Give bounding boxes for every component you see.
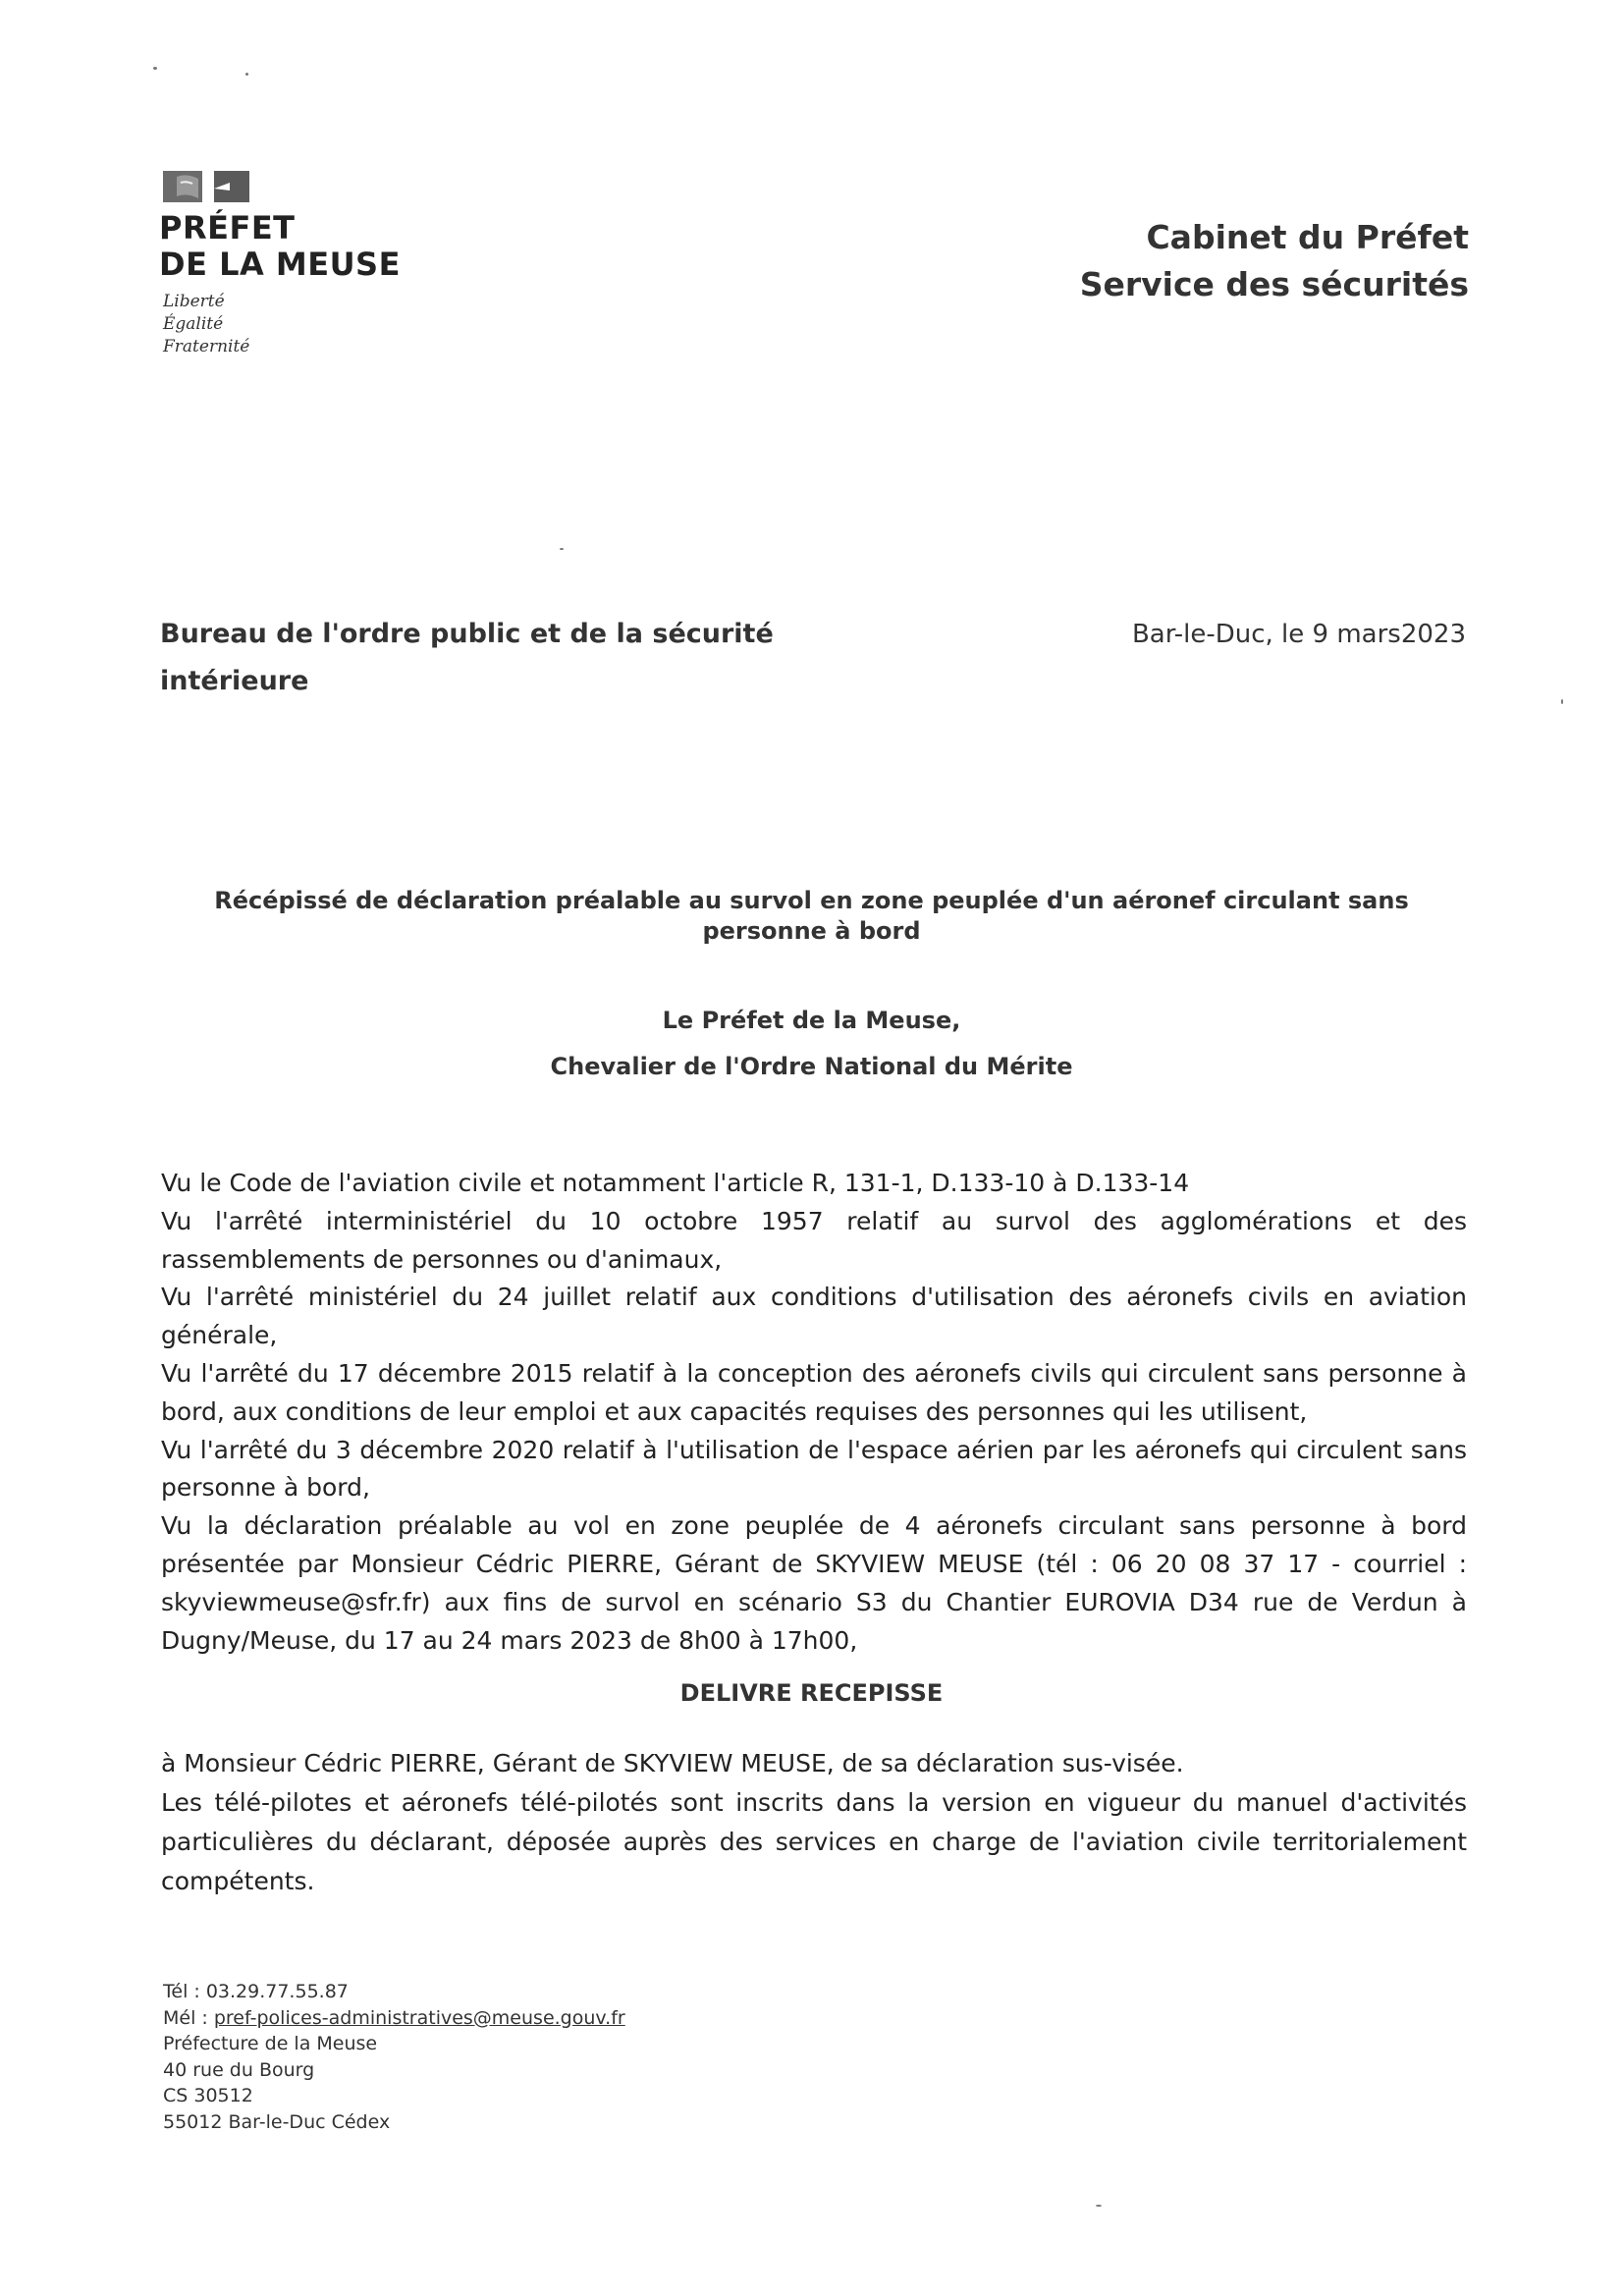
marianne-logo-icon — [163, 169, 256, 204]
considerant-1: Vu le Code de l'aviation civile et notamment l'article R, 131-1, D.133-10 à D.133-14 — [161, 1169, 1190, 1197]
document-title: Récépissé de déclaration préalable au survol en zone peuplée d'un aéronef circulant sans personne à bord — [214, 887, 1409, 945]
considerant-5: Vu l'arrêté du 3 décembre 2020 relatif à l'utilisation de l'espace aérien par les aéronefs qui circulent sans personne à bord, — [161, 1435, 1467, 1503]
bureau-heading — [160, 611, 847, 705]
motto-fraternite: Fraternité — [163, 337, 250, 356]
footer-street: 40 rue du Bourg — [163, 2058, 315, 2081]
footer-tel: Tél : 03.29.77.55.87 — [163, 1981, 349, 2002]
scan-speck — [1096, 2205, 1102, 2207]
decision — [161, 1744, 1467, 1901]
prefecture-name — [159, 210, 401, 283]
considerant-6: Vu la déclaration préalable au vol en zone peuplée de 4 aéronefs circulant sans personne à bord présentée par Monsieur Cédric PIERRE, Gérant de SKYVIEW MEUSE (tél : 06 20 08 37 17 - courriel : skyviewmeuse@sfr.fr) aux fins de survol en scénario S3 du Chantier EUROVIA D34 rue de Verdun à Dugny/Meuse, du 17 au 24 mars 2023 de 8h00 à 17h00, — [161, 1511, 1467, 1655]
delivre-heading: DELIVRE RECEPISSE — [679, 1679, 944, 1707]
document-date: Bar-le-Duc, le 9 mars2023 — [1131, 620, 1466, 649]
footer-org: Préfecture de la Meuse — [163, 2033, 378, 2054]
authority-line1: PRÉFET — [159, 209, 296, 246]
motto-liberte: Liberté — [163, 292, 225, 311]
service-line1: Cabinet du Préfet — [1146, 218, 1469, 256]
contact-footer — [163, 1979, 625, 2135]
scan-speck — [1561, 699, 1563, 704]
motto-egalite: Égalité — [163, 314, 224, 334]
footer-city: 55012 Bar-le-Duc Cédex — [163, 2110, 391, 2133]
considerants — [161, 1165, 1467, 1660]
footer-email-link[interactable]: pref-polices-administratives@meuse.gouv.fr — [213, 2006, 625, 2029]
considerant-2: Vu l'arrêté interministériel du 10 octobre 1957 relatif au survol des agglomérations et des rassemblements de personnes ou d'animaux, — [161, 1206, 1467, 1274]
considerant-3: Vu l'arrêté ministériel du 24 juillet relatif aux conditions d'utilisation des aéronefs civils en aviation générale, — [161, 1283, 1467, 1350]
bureau-line2: intérieure — [160, 666, 309, 696]
decision-line-2: Les télé-pilotes et aéronefs télé-pilotés sont inscrits dans la version en vigueur du manuel d'activités particulières du déclarant, déposée auprès des services en charge de l'aviation civile territorialement compétents. — [161, 1788, 1467, 1895]
authority-name: Le Préfet de la Meuse, — [662, 1007, 961, 1034]
considerant-4: Vu l'arrêté du 17 décembre 2015 relatif à la conception des aéronefs civils qui circulent sans personne à bord, aux conditions de leur emploi et aux capacités requises des personnes qui les utilisent, — [161, 1358, 1467, 1426]
service-heading — [1080, 214, 1469, 308]
service-line2: Service des sécurités — [1079, 265, 1469, 303]
authority-block — [157, 998, 1466, 1090]
decision-line-1: à Monsieur Cédric PIERRE, Gérant de SKYVIEW MEUSE, de sa déclaration sus-visée. — [161, 1749, 1184, 1777]
scan-speck — [153, 67, 157, 70]
authority-line2: DE LA MEUSE — [159, 246, 401, 283]
footer-mel-line — [163, 2005, 625, 2032]
republic-motto — [163, 291, 249, 358]
scan-speck — [560, 548, 564, 550]
footer-mel-label: Mél : — [163, 2006, 214, 2029]
scan-speck — [245, 73, 248, 76]
footer-cs: CS 30512 — [163, 2085, 253, 2106]
authority-distinction: Chevalier de l'Ordre National du Mérite — [550, 1053, 1073, 1080]
bureau-line1: Bureau de l'ordre public et de la sécurité — [160, 619, 774, 649]
